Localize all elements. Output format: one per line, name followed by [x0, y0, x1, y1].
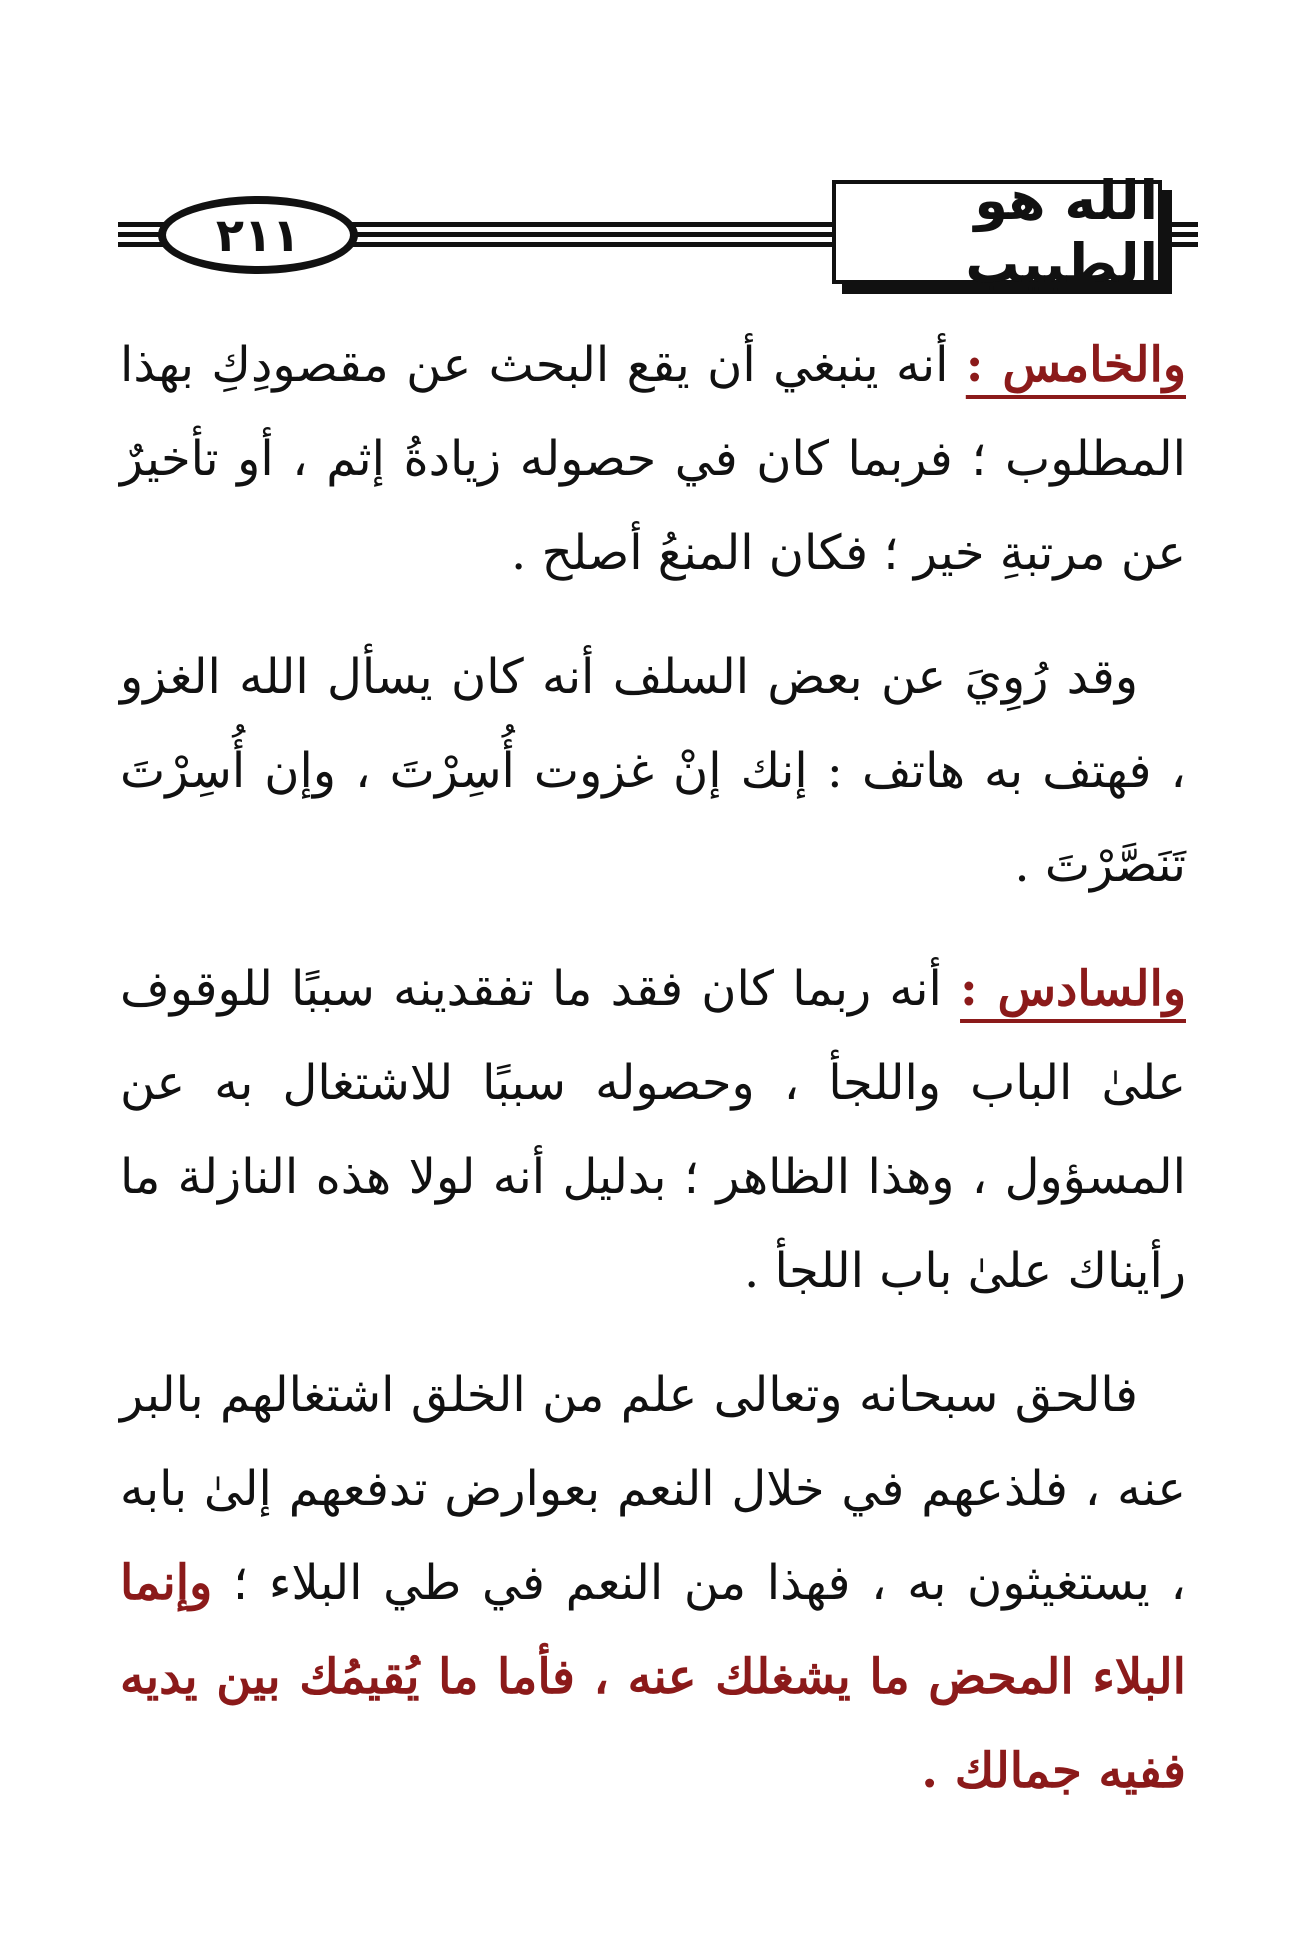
paragraph-narration [120, 630, 1186, 912]
paragraph-text: أنه ربما كان فقد ما تفقدينه سببًا للوقوف علىٰ الباب واللجأ ، وحصوله سببًا للاشتغال به عن المسؤول ، وهذا الظاهر ؛ بدليل أنه لولا هذه النازلة ما رأيناك علىٰ باب اللجأ . [120, 961, 1186, 1299]
paragraph-lead: والخامس : [965, 337, 1186, 393]
highlighted-text: وإنما البلاء المحض ما يشغلك عنه ، فأما ما يُقيمُك بين يديه ففيه جمالك . [120, 1555, 1186, 1799]
paragraph-text: فالحق سبحانه وتعالى علم من الخلق اشتغالهم بالبر عنه ، فلذعهم في خلال النعم بعوارض تدفعهم إلىٰ بابه ، يستغيثون به ، فهذا من النعم في طي البلاء ؛ [120, 1367, 1186, 1611]
paragraph-sixth [120, 942, 1186, 1318]
page-number: ٢١١ [158, 196, 358, 274]
page-header [118, 169, 1198, 295]
paragraph-conclusion [120, 1348, 1186, 1818]
paragraph-text: أنه ينبغي أن يقع البحث عن مقصودِكِ بهذا المطلوب ؛ فربما كان في حصوله زيادةُ إثم ، أو تأخيرٌ عن مرتبةِ خير ؛ فكان المنعُ أصلح . [120, 337, 1186, 581]
page-body [120, 318, 1186, 1848]
paragraph-text: وقد رُوِيَ عن بعض السلف أنه كان يسأل الله الغزو ، فهتف به هاتف : إنك إنْ غزوت أُسِرْتَ ، وإن أُسِرْتَ تَنَصَّرْتَ . [120, 649, 1186, 893]
paragraph-fifth [120, 318, 1186, 600]
book-title: الله هو الطبيب [832, 180, 1162, 284]
paragraph-lead: والسادس : [960, 961, 1186, 1017]
